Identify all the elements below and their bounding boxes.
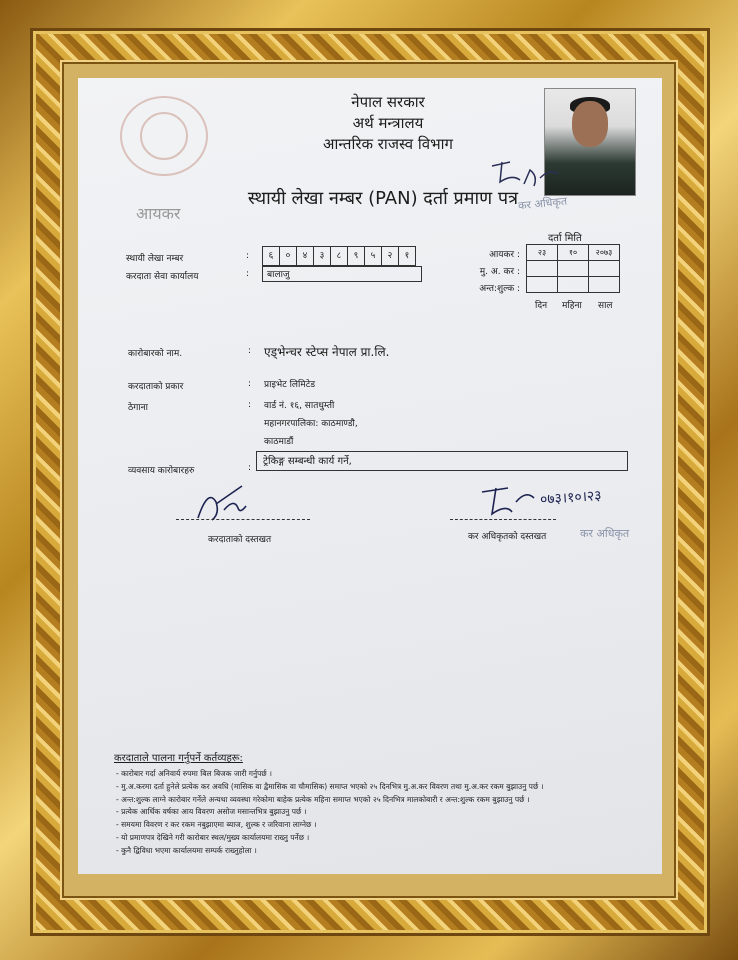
business-activity-value: ट्रेकिङ्ग सम्बन्धी कार्य गर्ने, — [256, 451, 628, 471]
business-name-label: कारोबारको नाम. — [128, 349, 183, 359]
taxpayer-signature-line — [176, 519, 310, 520]
duty-item: - अन्त:शुल्क लाग्ने कारोबार गर्नेले अन्यथा व्यवस्था गरेकोमा बाहेक प्रत्येक महिना समाप्त भएको २५ दिनभित्र मालकोबारी र अन्त:शुल्क रकम बुझाउनु पर्छ । — [116, 794, 530, 804]
header-line-1: नेपाल सरकार — [351, 93, 425, 111]
duties-list — [116, 768, 646, 858]
pan-certificate — [78, 78, 662, 874]
pan-number-box — [262, 246, 416, 266]
pan-digit: ६ — [263, 247, 280, 265]
date-foot-month: महिना — [562, 301, 582, 311]
office-value: बालाजु — [262, 266, 422, 282]
colon: : — [246, 269, 250, 279]
certificate-title: स्थायी लेखा नम्बर (PAN) दर्ता प्रमाण पत्र — [247, 188, 519, 209]
officer-handwritten-date: ०७३।१०।२३ — [539, 487, 603, 509]
duty-item: - यो प्रमाणपत्र देखिने गरी कारोबार स्थल/मुख्य कार्यालयमा राख्नु पर्नेछ । — [116, 832, 310, 842]
date-year-cell — [589, 261, 620, 277]
officer-stamp-bottom: कर अधिकृत — [580, 527, 630, 540]
business-name-value: एड्भेन्चर स्टेप्स नेपाल प्रा.लि. — [264, 345, 390, 359]
pan-digit: ३ — [314, 247, 331, 265]
date-row-label: अन्त:शुल्क : — [479, 284, 520, 294]
colon: : — [248, 346, 252, 356]
address-line-3: काठमाडौं — [264, 437, 294, 447]
date-year-cell — [589, 277, 620, 293]
date-row-label: मु. अ. कर : — [479, 267, 520, 277]
certificate-header — [258, 92, 518, 155]
duties-title: करदाताले पालना गर्नुपर्ने कर्तव्यहरू: — [114, 753, 243, 764]
registration-date-title: दर्ता मिति — [548, 233, 582, 244]
date-day-cell: २३ — [527, 245, 558, 261]
income-tax-watermark: आयकर — [136, 204, 181, 223]
taxpayer-signature-label: करदाताको दस्तखत — [208, 535, 272, 545]
duty-item: - कारोबार गर्दा अनिवार्य रुपमा बिल बिजक जारी गर्नुपर्छ । — [116, 769, 272, 778]
date-foot-year: साल — [598, 301, 613, 311]
colon: : — [246, 251, 250, 261]
date-year-cell: २०७३ — [589, 245, 620, 261]
pan-digit: १ — [404, 251, 410, 261]
taxpayer-type-label: करदाताको प्रकार — [128, 382, 184, 392]
date-month-cell: १० — [558, 245, 589, 261]
office-label: करदाता सेवा कार्यालय — [126, 272, 199, 282]
date-day-cell — [527, 261, 558, 277]
pan-digit: ८ — [331, 247, 348, 265]
date-month-cell — [558, 277, 589, 293]
taxpayer-signature — [194, 480, 250, 524]
business-activity-label: व्यवसाय कारोबारहरु — [128, 466, 195, 476]
pan-digit: २ — [382, 247, 399, 265]
colon: : — [248, 400, 252, 410]
date-foot-day: दिन — [535, 301, 548, 311]
pan-digit: ४ — [297, 247, 314, 265]
duty-item: - मु.अ.करमा दर्ता हुनेले प्रत्येक कर अवधि (मासिक वा द्वैमासिक वा चौमासिक) समाप्त भएको २५ दिनभित्र मु.अ.कर विवरण तथा मु.अ.कर रकम बुझाउनु पर्छ । — [116, 781, 544, 791]
date-row-label: आयकर : — [489, 250, 520, 260]
duty-item: - प्रत्येक आर्थिक वर्षका आय विवरण असोज मसान्तभित्र बुझाउनु पर्छ । — [116, 807, 307, 817]
officer-stamp: कर अधिकृत — [517, 194, 568, 213]
pan-digit: ५ — [365, 247, 382, 265]
address-label: ठेगाना — [128, 403, 148, 413]
officer-signature — [478, 482, 538, 522]
address-line-1: वार्ड नं. १६, सातधुम्ती — [264, 401, 335, 411]
duty-item: - कुनै द्विविधा भएमा कार्यालयमा सम्पर्क राख्नुहोला । — [116, 845, 257, 855]
address-line-2: महानगरपालिका: काठमाण्डौ, — [264, 419, 358, 429]
pan-label: स्थायी लेखा नम्बर — [126, 254, 184, 264]
header-line-3: आन्तरिक राजस्व विभाग — [322, 135, 453, 153]
date-day-cell — [527, 277, 558, 293]
header-line-2: अर्थ मन्त्रालय — [352, 114, 424, 132]
officer-signature-label: कर अधिकृतको दस्तखत — [468, 532, 547, 542]
pan-digit: ० — [280, 247, 297, 265]
officer-signature-line — [450, 519, 556, 520]
pan-digit: ९ — [348, 247, 365, 265]
date-month-cell — [558, 261, 589, 277]
colon: : — [248, 463, 252, 473]
taxpayer-type-value: प्राइभेट लिमिटेड — [264, 380, 316, 390]
registration-date-grid — [526, 244, 620, 293]
duty-item: - समयमा विवरण र कर रकम नबुझाएमा ब्याज, शुल्क र जरिवाना लाग्नेछ । — [116, 820, 317, 830]
government-seal-icon — [120, 96, 208, 176]
colon: : — [248, 379, 252, 389]
